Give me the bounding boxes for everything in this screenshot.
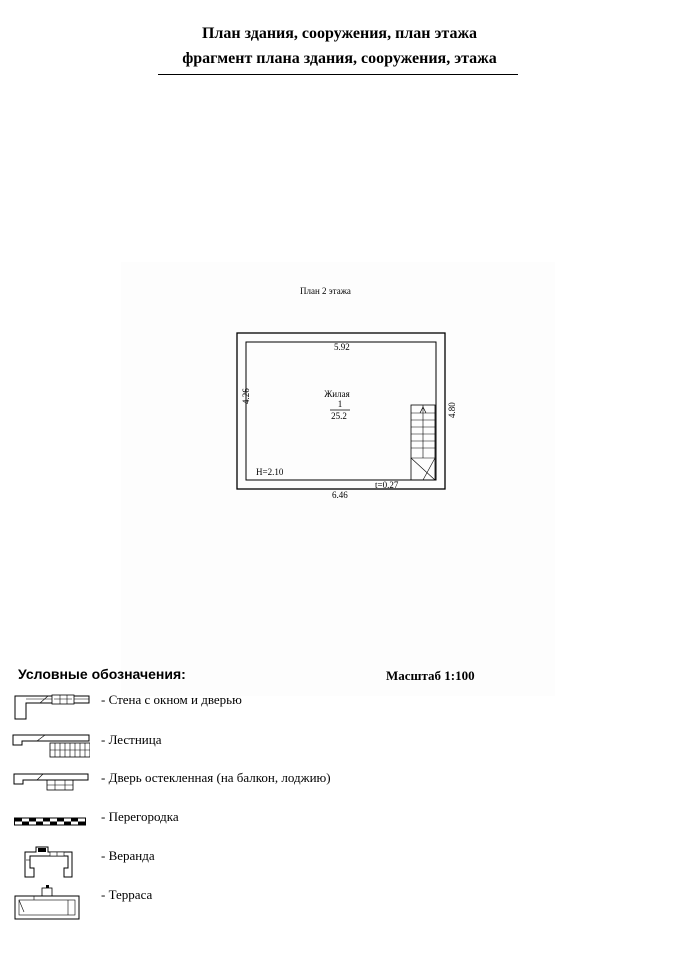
dim-top-inner: 5.92 <box>334 342 350 352</box>
staircase-icon <box>411 405 435 480</box>
terrace-icon <box>14 884 80 920</box>
legend-item-wall: - Стена с окном и дверью <box>101 692 242 707</box>
legend-item-stairs: - Лестница <box>101 732 162 747</box>
ceiling-height: H=2.10 <box>256 467 284 477</box>
legend-item-glazed-door: - Дверь остекленная (на балкон, лоджию) <box>101 770 331 785</box>
veranda-icon <box>24 846 74 878</box>
wall-thickness: t=0.27 <box>375 480 399 490</box>
floor-plan-caption: План 2 этажа <box>300 286 351 296</box>
legend-item-veranda: - Веранда <box>101 848 155 863</box>
wall-window-door-icon <box>14 694 90 720</box>
dim-bottom-outer: 6.46 <box>332 490 348 500</box>
room-area: 25.2 <box>331 411 347 421</box>
legend-title: Условные обозначения: <box>18 666 186 682</box>
partition-icon <box>14 817 86 827</box>
glazed-door-icon <box>13 772 89 794</box>
room-number: 1 <box>337 399 343 409</box>
stairs-icon <box>12 733 90 759</box>
dim-right-outer: 4.80 <box>447 402 457 418</box>
page-title-line-2: фрагмент плана здания, сооружения, этажа <box>182 50 497 67</box>
scale-label: Масштаб 1:100 <box>386 668 475 683</box>
legend-item-terrace: - Терраса <box>101 887 153 902</box>
page-title-line-1: План здания, сооружения, план этажа <box>201 25 478 42</box>
legend-item-partition: - Перегородка <box>101 809 179 824</box>
room-name: Жилая <box>324 389 350 399</box>
dim-left-inner: 4.26 <box>241 388 251 404</box>
